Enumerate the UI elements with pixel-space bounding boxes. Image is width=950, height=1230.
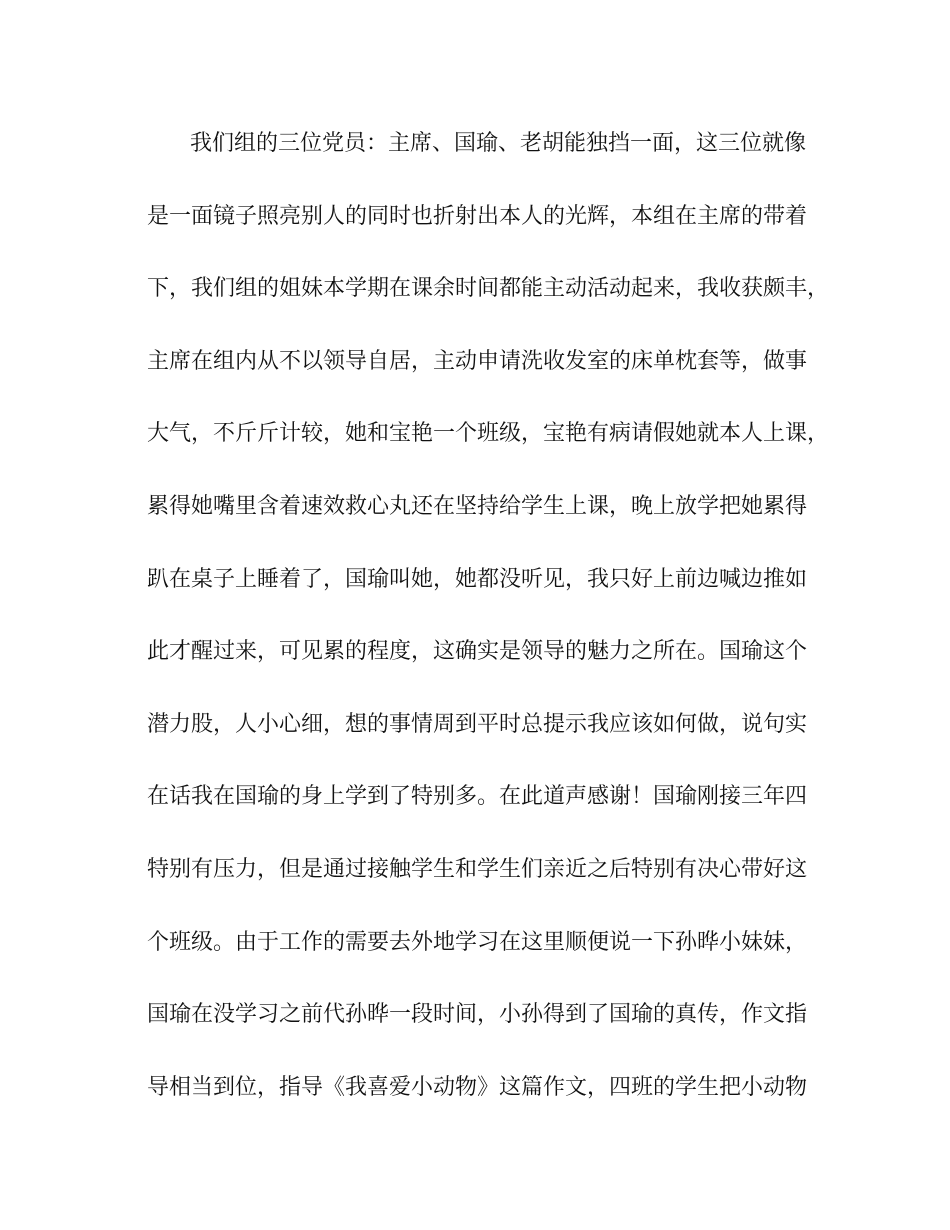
- paragraph-line: 大气，不斤斤计较，她和宝艳一个班级，宝艳有病请假她就本人上课，: [147, 421, 830, 447]
- paragraph-line: 导相当到位，指导《我喜爱小动物》这篇作文，四班的学生把小动物: [147, 1074, 808, 1100]
- paragraph-line: 累得她嘴里含着速效救心丸还在坚持给学生上课，晚上放学把她累得: [147, 493, 808, 519]
- paragraph-line: 特别有压力，但是通过接触学生和学生们亲近之后特别有决心带好这: [147, 856, 808, 882]
- body-paragraph: [147, 120, 830, 1136]
- paragraph-line: 潜力股，人小心细，想的事情周到平时总提示我应该如何做，说句实: [147, 711, 808, 737]
- paragraph-line: 此才醒过来，可见累的程度，这确实是领导的魅力之所在。国瑜这个: [147, 639, 808, 665]
- paragraph-line: 趴在桌子上睡着了，国瑜叫她，她都没听见，我只好上前边喊边推如: [147, 566, 808, 592]
- paragraph-line: 主席在组内从不以领导自居，主动申请洗收发室的床单枕套等，做事: [147, 348, 808, 374]
- paragraph-line: 我们组的三位党员：主席、国瑜、老胡能独挡一面，这三位就像: [190, 131, 807, 156]
- paragraph-line: 在话我在国瑜的身上学到了特别多。在此道声感谢！国瑜刚接三年四: [147, 784, 808, 810]
- paragraph-line: 国瑜在没学习之前代孙晔一段时间，小孙得到了国瑜的真传，作文指: [147, 1002, 808, 1028]
- paragraph-line: 个班级。由于工作的需要去外地学习在这里顺便说一下孙晔小妹妹，: [147, 929, 808, 955]
- paragraph-line: 下，我们组的姐妹本学期在课余时间都能主动活动起来，我收获颇丰，: [147, 276, 830, 302]
- paragraph-line: 是一面镜子照亮别人的同时也折射出本人的光辉，本组在主席的带着: [147, 203, 808, 229]
